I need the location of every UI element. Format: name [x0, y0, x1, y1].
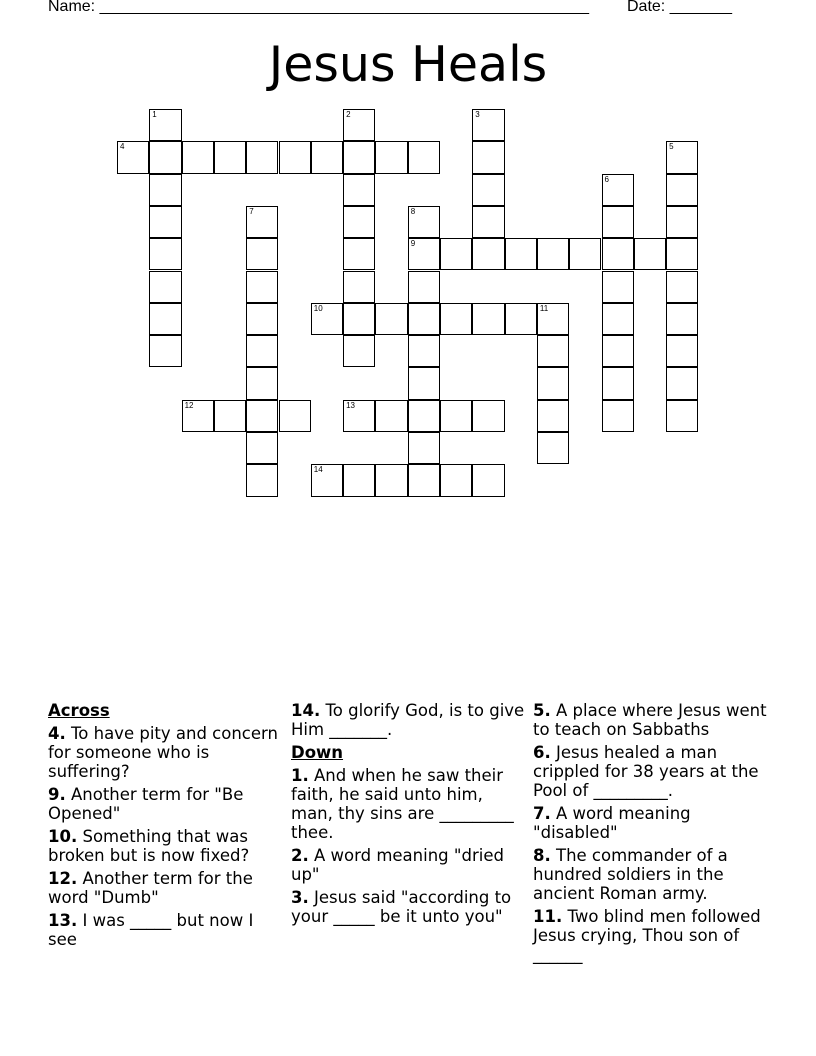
name-field-line[interactable]: Name: _______________________________________________________: [48, 0, 589, 15]
crossword-cell[interactable]: [666, 335, 698, 367]
crossword-cell[interactable]: [472, 174, 504, 206]
crossword-cell[interactable]: [343, 206, 375, 238]
crossword-cell[interactable]: [537, 367, 569, 399]
clue-number: 1: [152, 110, 157, 119]
down-heading: Down: [291, 743, 344, 762]
crossword-cell[interactable]: [472, 238, 504, 270]
crossword-cell[interactable]: [602, 400, 634, 432]
crossword-cell[interactable]: [602, 174, 634, 206]
crossword-cell[interactable]: [408, 141, 440, 173]
clue-item-text: A word meaning "disabled": [533, 804, 691, 842]
clue-item: [291, 701, 527, 739]
crossword-cell[interactable]: [149, 141, 181, 173]
clue-item: [48, 869, 284, 907]
clue-number: 3: [475, 110, 480, 119]
clue-item-number: 4.: [48, 724, 66, 743]
crossword-cell[interactable]: [408, 400, 440, 432]
crossword-cell[interactable]: [537, 238, 569, 270]
crossword-cell[interactable]: [505, 303, 537, 335]
crossword-cell[interactable]: [343, 238, 375, 270]
clue-item-text: Something that was broken but is now fixed?: [48, 827, 250, 865]
clue-number: 12: [184, 400, 194, 410]
clue-number: 10: [313, 303, 323, 313]
clue-item-text: A place where Jesus went to teach on Sabbaths: [533, 701, 767, 739]
clue-item: [48, 724, 284, 781]
clue-item-text: And when he saw their faith, he said unto him, man, thy sins are _________ thee.: [291, 766, 514, 842]
crossword-cell[interactable]: [472, 303, 504, 335]
clue-number: 6: [604, 174, 609, 184]
crossword-cell[interactable]: [311, 303, 343, 335]
crossword-cell[interactable]: [602, 303, 634, 335]
clue-item-number: 13.: [48, 911, 78, 930]
clue-item-text: Another term for "Be Opened": [48, 785, 244, 823]
clue-item: [533, 804, 769, 842]
crossword-cell[interactable]: [408, 238, 440, 270]
crossword-cell[interactable]: [343, 271, 375, 303]
crossword-cell[interactable]: [602, 367, 634, 399]
crossword-cell[interactable]: [182, 141, 214, 173]
crossword-cell[interactable]: [440, 400, 472, 432]
clue-item: [48, 785, 284, 823]
clue-item-text: The commander of a hundred soldiers in the ancient Roman army.: [533, 846, 728, 903]
crossword-cell[interactable]: [182, 400, 214, 432]
clue-number: 11: [539, 303, 549, 313]
crossword-cell[interactable]: [149, 206, 181, 238]
clue-item-number: 5.: [533, 701, 551, 720]
crossword-cell[interactable]: [246, 206, 278, 238]
clue-item-text: I was _____ but now I see: [48, 911, 254, 949]
clue-number: 14: [313, 465, 323, 475]
crossword-cell[interactable]: [472, 206, 504, 238]
clue-item: [533, 846, 769, 903]
clue-item-number: 14.: [291, 701, 321, 720]
crossword-cell[interactable]: [246, 464, 278, 496]
crossword-cell[interactable]: [279, 400, 311, 432]
crossword-cell[interactable]: [246, 303, 278, 335]
crossword-cell[interactable]: [666, 303, 698, 335]
clue-number: 2: [346, 110, 351, 119]
clue-item: [291, 888, 527, 926]
crossword-cell[interactable]: [343, 335, 375, 367]
crossword-cell[interactable]: [440, 464, 472, 496]
crossword-cell[interactable]: [246, 400, 278, 432]
clue-item-text: Another term for the word "Dumb": [48, 869, 253, 907]
clue-number: 13: [346, 400, 355, 410]
clue-item-text: Jesus said "according to your _____ be it unto you": [291, 888, 512, 926]
crossword-cell[interactable]: [408, 367, 440, 399]
crossword-cell[interactable]: [472, 141, 504, 173]
crossword-cell[interactable]: [408, 303, 440, 335]
clue-item: [291, 846, 527, 884]
clue-item-number: 7.: [533, 804, 551, 823]
crossword-cell[interactable]: [537, 400, 569, 432]
crossword-cell[interactable]: [666, 238, 698, 270]
crossword-cell[interactable]: [602, 206, 634, 238]
crossword-cell[interactable]: [440, 303, 472, 335]
clues-column-3: [533, 701, 769, 968]
clue-item-number: 12.: [48, 869, 78, 888]
clues-column-1: [48, 701, 284, 953]
crossword-cell[interactable]: [214, 141, 246, 173]
crossword-cell[interactable]: [149, 174, 181, 206]
crossword-cell[interactable]: [214, 400, 246, 432]
crossword-cell[interactable]: [666, 141, 698, 173]
crossword-cell[interactable]: [343, 303, 375, 335]
crossword-cell[interactable]: [602, 238, 634, 270]
crossword-cell[interactable]: [537, 335, 569, 367]
crossword-cell[interactable]: [246, 367, 278, 399]
crossword-cell[interactable]: [311, 141, 343, 173]
crossword-cell[interactable]: [537, 432, 569, 464]
crossword-cell[interactable]: [505, 238, 537, 270]
crossword-cell[interactable]: [375, 141, 407, 173]
clue-item-number: 11.: [533, 907, 563, 926]
crossword-cell[interactable]: [149, 271, 181, 303]
crossword-cell[interactable]: [117, 141, 149, 173]
date-field-line[interactable]: Date: _______: [627, 0, 732, 15]
crossword-cell[interactable]: [408, 432, 440, 464]
crossword-cell[interactable]: [246, 271, 278, 303]
crossword-cell[interactable]: [666, 271, 698, 303]
crossword-cell[interactable]: [440, 238, 472, 270]
crossword-cell[interactable]: [343, 141, 375, 173]
clue-number: 8: [410, 206, 416, 216]
crossword-cell[interactable]: [602, 271, 634, 303]
crossword-cell[interactable]: [375, 303, 407, 335]
clue-item-text: Jesus healed a man crippled for 38 years at the Pool of _________.: [533, 743, 759, 800]
crossword-cell[interactable]: [246, 238, 278, 270]
clue-item-text: A word meaning "dried up": [291, 846, 504, 884]
clue-item: [533, 701, 769, 739]
crossword-cell[interactable]: [472, 400, 504, 432]
clue-item-number: 10.: [48, 827, 78, 846]
crossword-cell[interactable]: [343, 464, 375, 496]
crossword-cell[interactable]: [149, 238, 181, 270]
crossword-cell[interactable]: [666, 206, 698, 238]
clue-number: 7: [249, 206, 254, 216]
crossword-cell[interactable]: [537, 303, 569, 335]
clue-item-number: 2.: [291, 846, 309, 865]
crossword-cell[interactable]: [472, 109, 504, 141]
clue-item: [48, 911, 284, 949]
crossword-cell[interactable]: [375, 400, 407, 432]
clue-number: 4: [120, 142, 125, 152]
clue-number: 5: [669, 142, 674, 152]
crossword-cell[interactable]: [246, 432, 278, 464]
crossword-cell[interactable]: [375, 464, 407, 496]
clue-number: 9: [410, 239, 416, 249]
crossword-cell[interactable]: [343, 109, 375, 141]
crossword-cell[interactable]: [666, 400, 698, 432]
page-title: Jesus Heals: [268, 36, 548, 93]
crossword-cell[interactable]: [343, 174, 375, 206]
clue-item-number: 3.: [291, 888, 309, 907]
crossword-cell[interactable]: [408, 271, 440, 303]
crossword-cell[interactable]: [666, 367, 698, 399]
clue-item: [291, 766, 527, 842]
crossword-cell[interactable]: [408, 335, 440, 367]
across-heading: Across: [48, 701, 110, 720]
clue-item-number: 9.: [48, 785, 66, 804]
crossword-cell[interactable]: [408, 206, 440, 238]
crossword-cell[interactable]: [569, 238, 601, 270]
clue-item-text: Two blind men followed Jesus crying, Thou son of ______: [533, 907, 761, 964]
clue-item: [533, 743, 769, 800]
crossword-cell[interactable]: [634, 238, 666, 270]
crossword-grid: [0, 0, 816, 520]
crossword-cell[interactable]: [343, 400, 375, 432]
crossword-cell[interactable]: [279, 141, 311, 173]
clue-item-text: To glorify God, is to give Him _______.: [291, 701, 525, 739]
clues-column-2: [291, 701, 527, 930]
crossword-cell[interactable]: [311, 464, 343, 496]
clue-item-number: 6.: [533, 743, 551, 762]
crossword-cell[interactable]: [149, 109, 181, 141]
clue-item: [533, 907, 769, 964]
crossword-cell[interactable]: [666, 174, 698, 206]
clue-item-number: 1.: [291, 766, 309, 785]
crossword-cell[interactable]: [602, 335, 634, 367]
crossword-cell[interactable]: [472, 464, 504, 496]
crossword-cell[interactable]: [246, 141, 278, 173]
crossword-cell[interactable]: [149, 303, 181, 335]
crossword-cell[interactable]: [408, 464, 440, 496]
crossword-cell[interactable]: [246, 335, 278, 367]
crossword-cell[interactable]: [149, 335, 181, 367]
clue-item-number: 8.: [533, 846, 551, 865]
clue-item-text: To have pity and concern for someone who is suffering?: [48, 724, 278, 781]
clue-item: [48, 827, 284, 865]
